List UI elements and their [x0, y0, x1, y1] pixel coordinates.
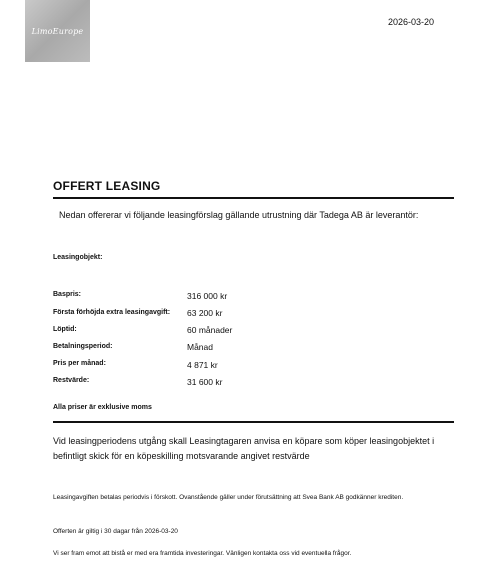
title-divider	[53, 197, 454, 199]
logo-text: LimoEurope	[31, 26, 84, 36]
document-title: OFFERT LEASING	[53, 179, 161, 193]
terms-text: Leasingavgiften betalas periodvis i förskott. Ovanstående gäller under förutsättning att Svea Bank AB godkänner krediten.	[53, 494, 404, 501]
vat-note: Alla priser är exklusive moms	[53, 404, 152, 411]
row-label-betalningsperiod: Betalningsperiod:	[53, 343, 113, 350]
document-date: 2026-03-20	[388, 17, 435, 27]
validity-date: 2026-03-20	[144, 528, 178, 535]
row-value-pris-per-manad: 4 871 kr	[187, 360, 218, 370]
intro-text: Nedan offererar vi följande leasingförslag gällande utrustning där Tadega AB är leverantör:	[59, 210, 419, 220]
row-label-baspris: Baspris:	[53, 291, 82, 298]
section-divider	[53, 421, 454, 423]
row-label-pris-per-manad: Pris per månad:	[53, 360, 106, 367]
company-logo	[25, 0, 90, 62]
validity-line	[53, 527, 178, 536]
row-value-extra-fee: 63 200 kr	[187, 308, 223, 318]
row-label-restvarde: Restvärde:	[53, 377, 90, 384]
row-value-loptid: 60 månader	[187, 325, 233, 335]
row-value-baspris: 316 000 kr	[187, 291, 228, 301]
validity-text: Offerten är giltig i 30 dagar från	[53, 528, 143, 535]
row-value-restvarde: 31 600 kr	[187, 377, 223, 387]
leasing-object-label: Leasingobjekt:	[53, 254, 103, 261]
row-label-loptid: Löptid:	[53, 326, 77, 333]
row-label-extra-fee: Första förhöjda extra leasingavgift:	[53, 309, 171, 316]
residual-paragraph: Vid leasingperiodens utgång skall Leasingtagaren anvisa en köpare som köper leasingobjektet i befintligt skick för en köpeskilling motsvarande angivet restvärde	[53, 436, 435, 461]
closing-text: Vi ser fram emot att bistå er med era framtida investeringar. Vänligen kontakta oss vid eventuella frågor.	[53, 550, 352, 557]
row-value-betalningsperiod: Månad	[187, 342, 213, 352]
